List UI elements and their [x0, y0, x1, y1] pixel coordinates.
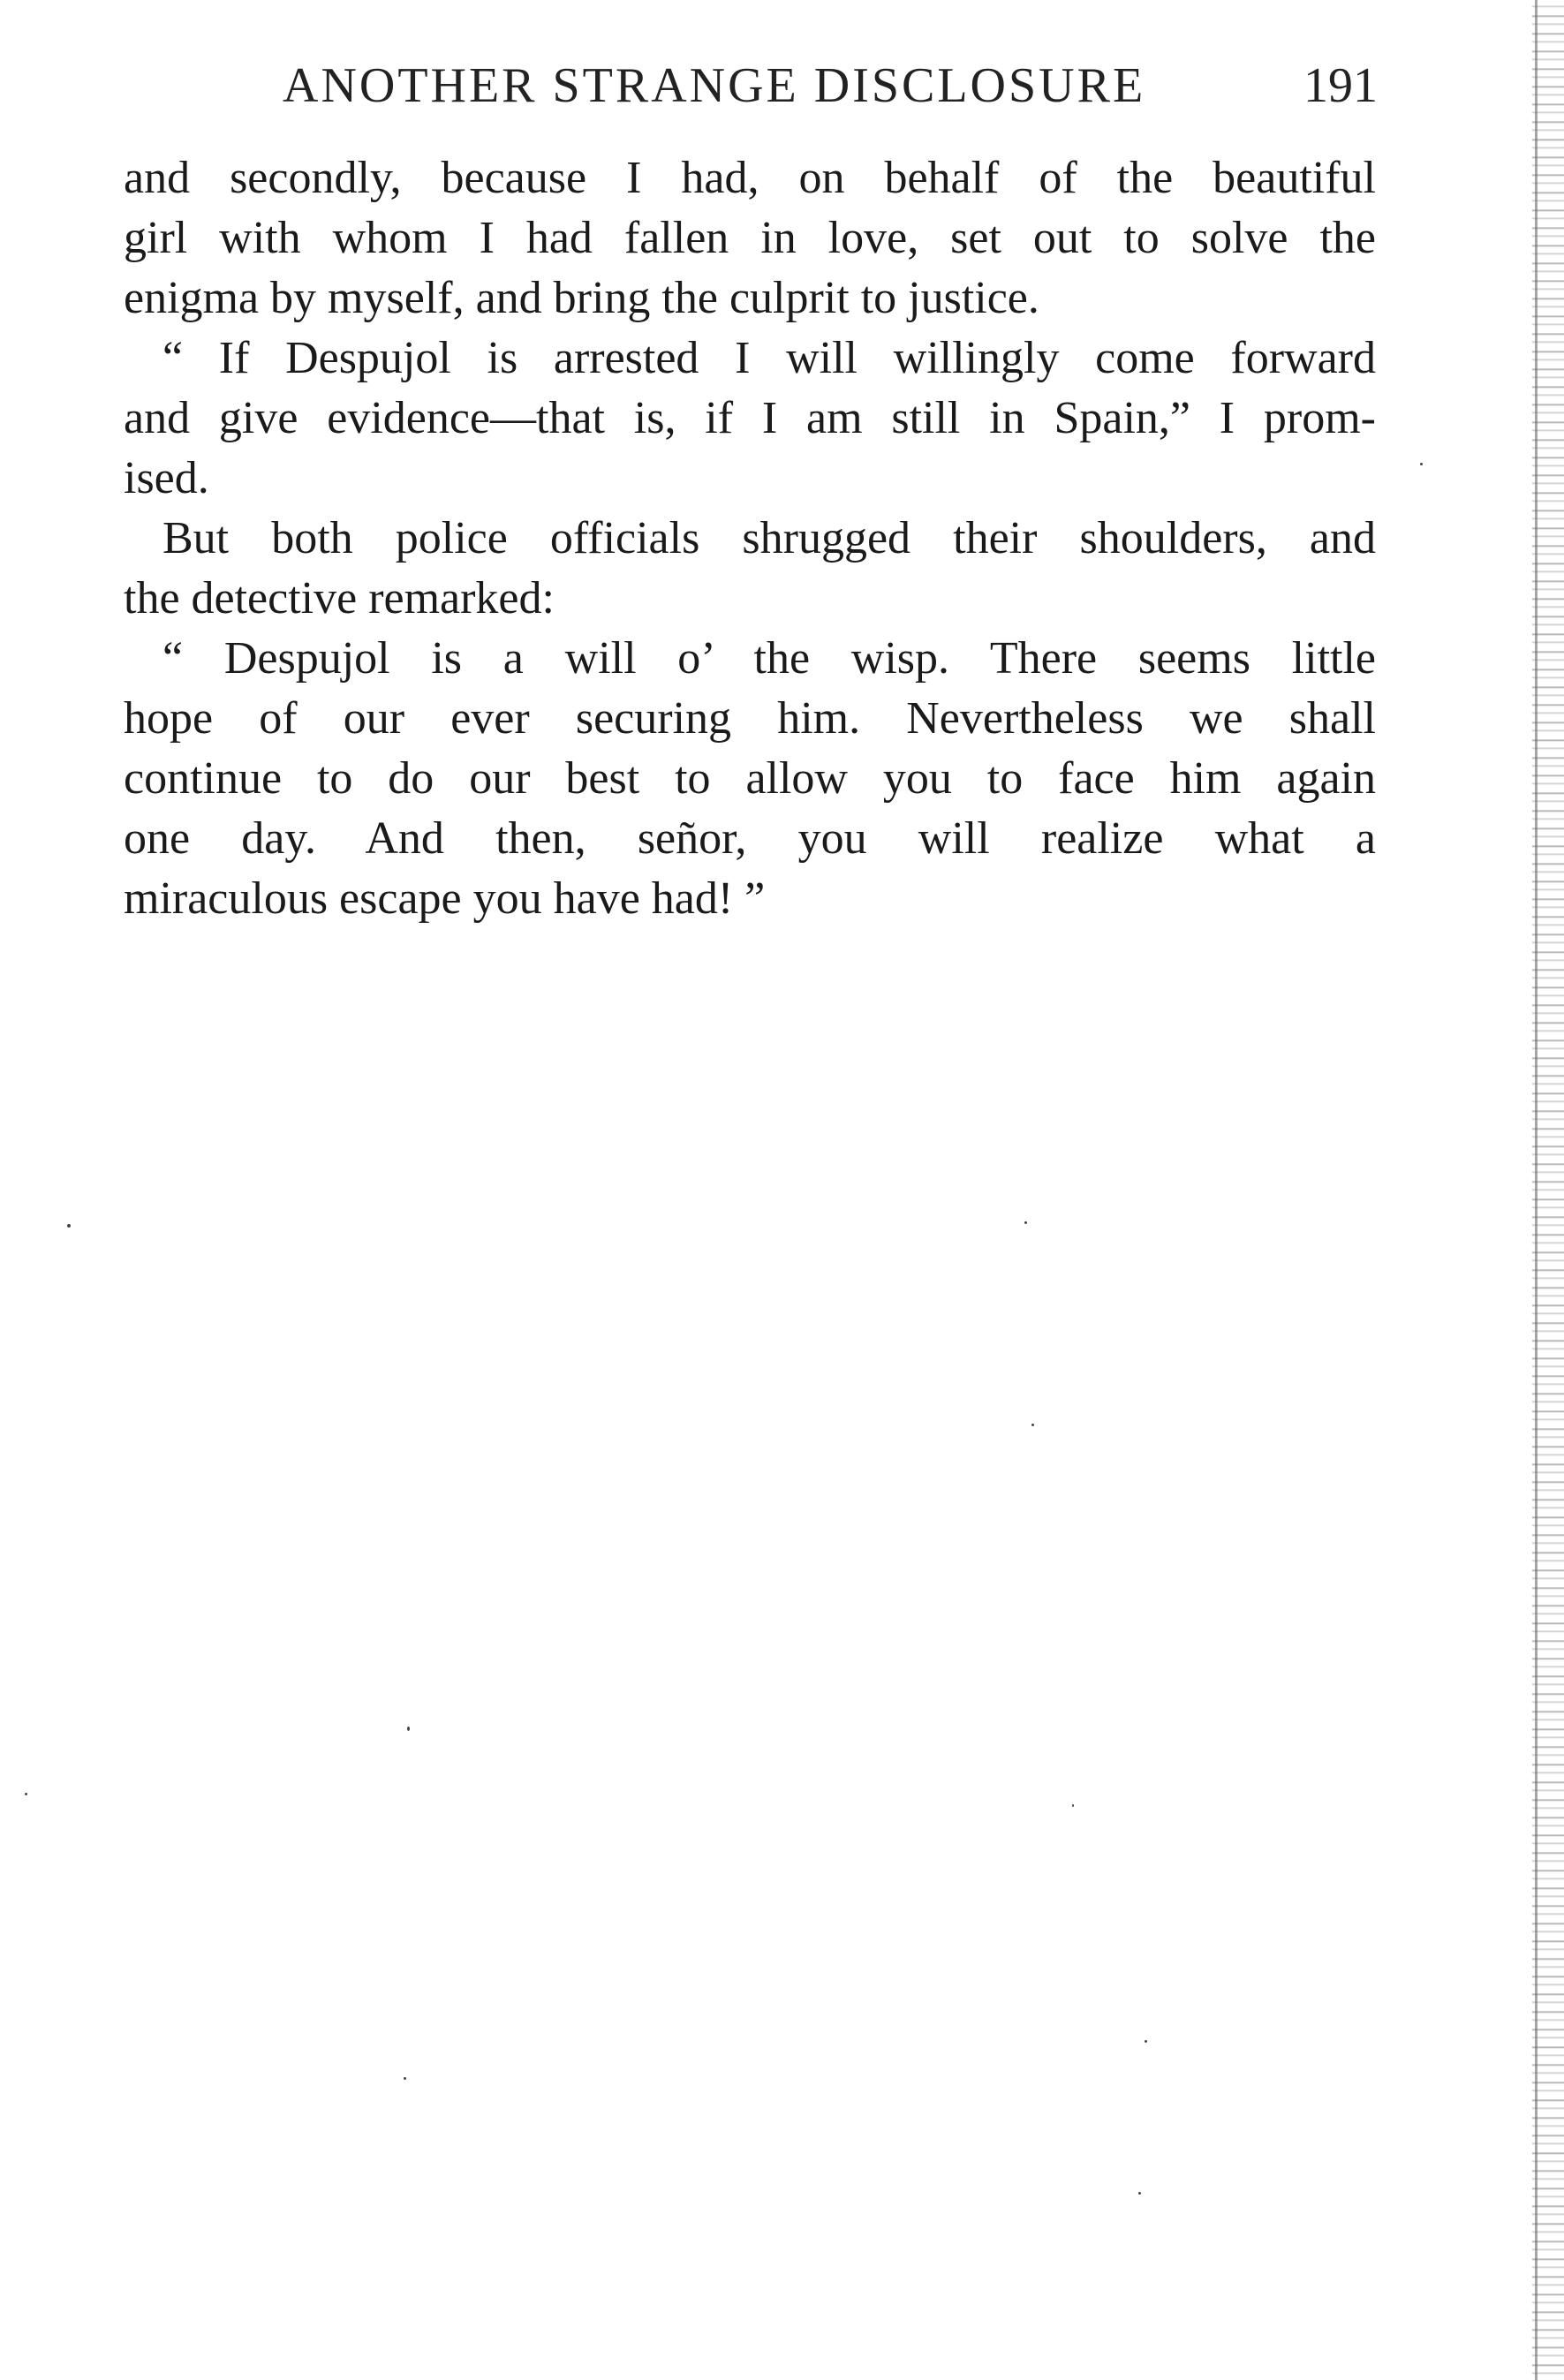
text-line: “ If Despujol is arrested I will willingly come forward [162, 333, 1376, 383]
text-line: and secondly, because I had, on behalf of the beautiful [124, 153, 1376, 203]
text-line: continue to do our best to allow you to face him again [124, 753, 1376, 804]
binding-edge-line [1535, 0, 1538, 2380]
running-title: ANOTHER STRANGE DISCLOSURE [283, 58, 1146, 113]
paper-speck [407, 1726, 410, 1731]
paper-speck [1024, 1221, 1027, 1224]
paper-speck [1145, 2040, 1147, 2043]
text-line: hope of our ever securing him. Nevertheless we shall [124, 693, 1376, 744]
paper-speck [404, 2077, 406, 2080]
page-number: 191 [1303, 58, 1378, 113]
paragraph [124, 629, 1376, 929]
paper-speck [1420, 463, 1423, 465]
paragraph [124, 509, 1376, 629]
text-line: miraculous escape you have had! ” [124, 873, 766, 924]
text-line: the detective remarked: [124, 573, 555, 623]
text-line: ised. [124, 453, 209, 503]
text-line: enigma by myself, and bring the culprit to justice. [124, 273, 1039, 323]
text-line: “ Despujol is a will o’ the wisp. There seems little [162, 633, 1376, 684]
text-line: one day. And then, señor, you will realize what a [124, 813, 1376, 864]
paragraph [124, 329, 1376, 509]
text-line: and give evidence—that is, if I am still in Spain,” I prom- [124, 393, 1376, 443]
paper-speck [1031, 1424, 1034, 1426]
paper-speck [1072, 1804, 1074, 1807]
body-text [124, 148, 1376, 929]
paper-speck [67, 1224, 71, 1228]
paper-speck [1138, 2192, 1141, 2195]
paper-speck [25, 1793, 27, 1795]
paragraph [124, 148, 1376, 329]
running-head [124, 55, 1378, 117]
text-line: But both police officials shrugged their shoulders, and [162, 513, 1376, 563]
text-line: girl with whom I had fallen in love, set out to solve the [124, 213, 1376, 263]
